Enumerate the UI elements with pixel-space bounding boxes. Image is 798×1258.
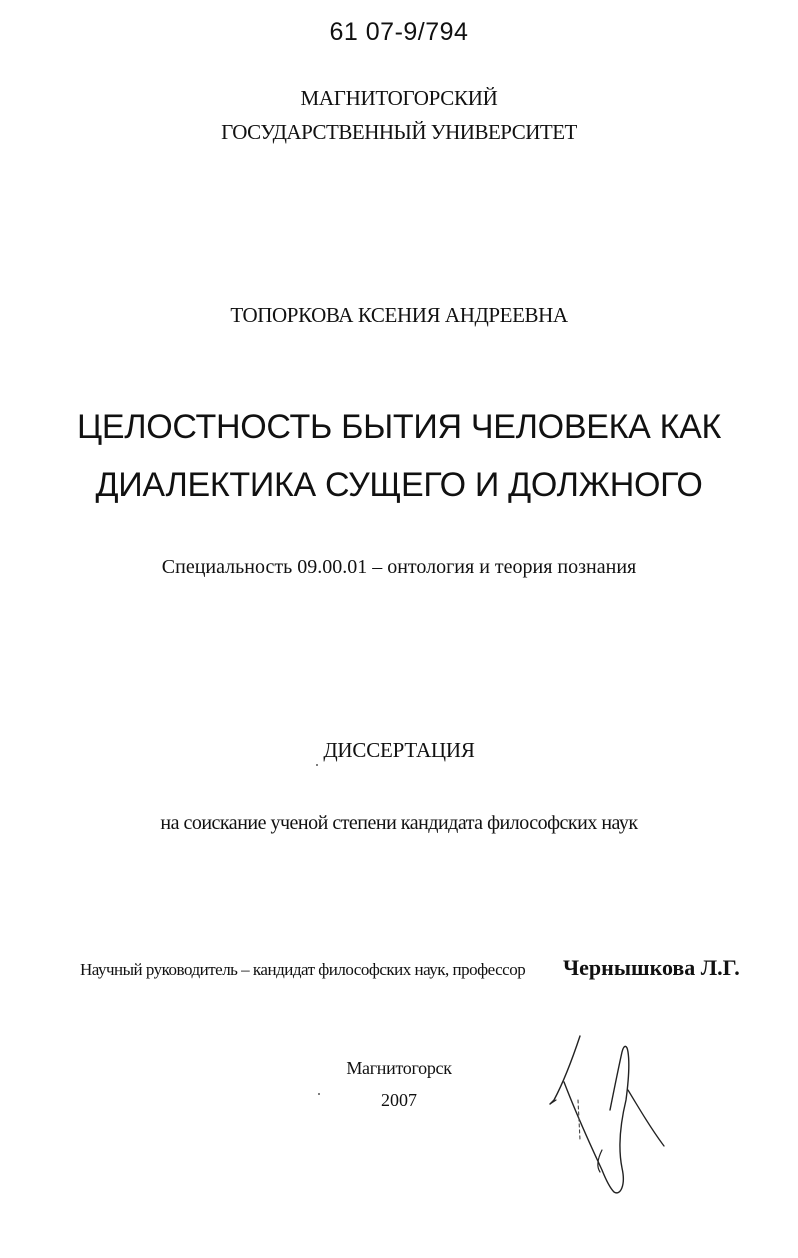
author-name: ТОПОРКОВА КСЕНИЯ АНДРЕЕВНА: [230, 303, 568, 327]
dissertation-title-line1: ЦЕЛОСТНОСТЬ БЫТИЯ ЧЕЛОВЕКА КАК: [76, 408, 722, 446]
year: 2007: [381, 1090, 417, 1110]
university-name-line2: ГОСУДАРСТВЕННЫЙ УНИВЕРСИТЕТ: [221, 120, 577, 144]
dissertation-title-line2: ДИАЛЕКТИКА СУЩЕГО И ДОЛЖНОГО: [95, 466, 703, 504]
supervisor-label: Научный руководитель – кандидат философских наук, профессор: [80, 960, 526, 979]
supervisor-name: Чернышкова Л.Г.: [563, 955, 740, 980]
document-type: ДИССЕРТАЦИЯ: [323, 738, 475, 762]
scan-speck: [318, 1093, 320, 1095]
university-name-line1: МАГНИТОГОРСКИЙ: [300, 86, 498, 110]
degree-line: на соискание ученой степени кандидата философских наук: [160, 812, 638, 834]
handwritten-signature-icon: [540, 1030, 680, 1200]
catalog-code: 61 07-9/794: [329, 18, 469, 46]
scan-speck: [316, 764, 318, 766]
city: Магнитогорск: [346, 1058, 452, 1078]
specialty-line: Специальность 09.00.01 – онтология и теория познания: [161, 556, 637, 578]
